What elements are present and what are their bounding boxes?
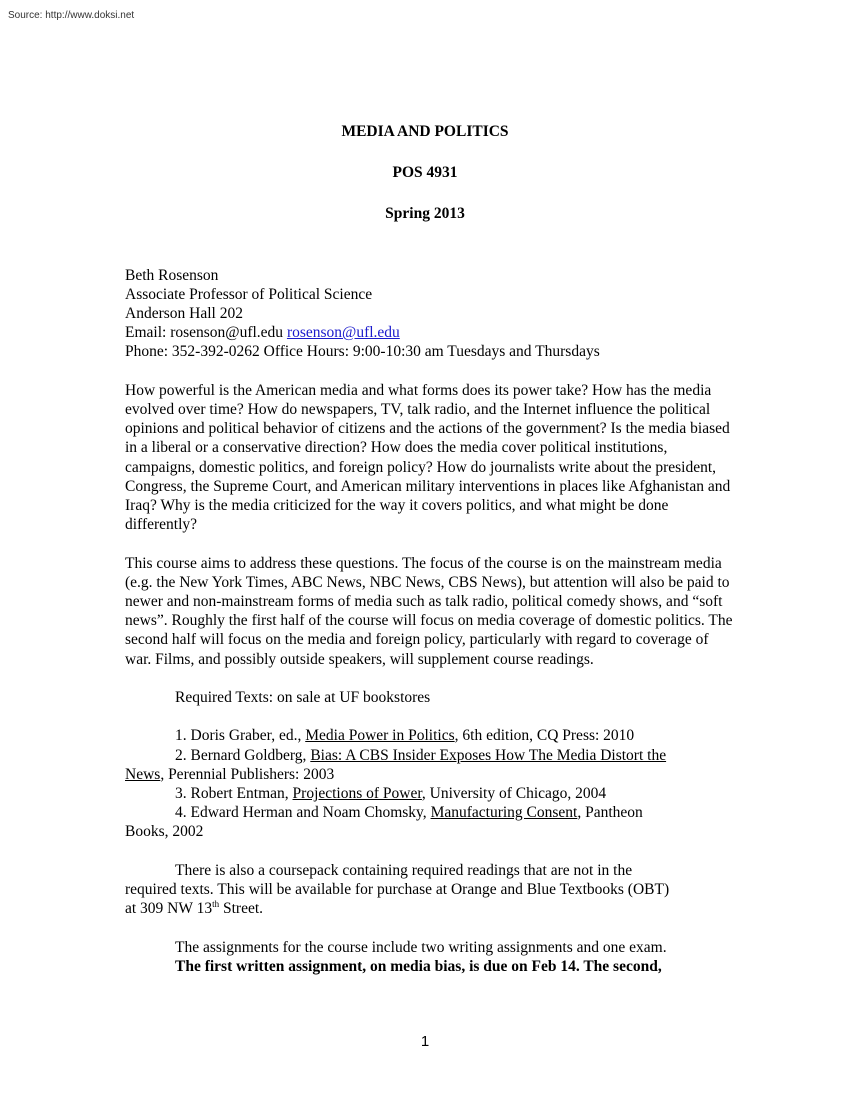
course-paragraph: This course aims to address these questions. The focus of the course is on the mainstream media (e.g. the New York Times, ABC News, NBC News, CBS News), but attention will also be paid to newer and non-mainstream forms of media such as talk radio, political comedy shows, and “soft news”. Roughly the first half of the course will focus on media coverage of domestic politics. The second half will focus on the media and foreign policy, particularly with regard to coverage of war. Films, and possibly outside speakers, will supplement course readings. [125,554,733,668]
book-title: News [125,765,161,783]
document-page [125,122,735,976]
course-title: MEDIA AND POLITICS [341,123,509,140]
assignments-paragraph: The assignments for the course include two writing assignments and one exam. The first written assignment, on media bias, is due on Feb 14. The second, [175,938,667,975]
book-title: Media Power in Politics [305,727,455,745]
instructor-phone-hours: Phone: 352-392-0262 Office Hours: 9:00-10:30 am Tuesdays and Thursdays [125,343,600,361]
book-item: 1. Doris Graber, ed., Media Power in Politics, 6th edition, CQ Press: 2010 [175,727,635,745]
book-title: Projections of Power [292,784,422,802]
coursepack-paragraph: There is also a coursepack containing required readings that are not in the required texts. This will be available for purchase at Orange and Blue Textbooks (OBT) at 309 NW 13th Street. [125,861,670,918]
title-block [125,122,725,224]
book-item: 3. Robert Entman, Projections of Power, University of Chicago, 2004 [175,784,607,802]
book-title: Bias: A CBS Insider Exposes How The Media Distort the [310,746,667,764]
book-list [125,726,735,841]
book-title: Manufacturing Consent [430,804,578,822]
instructor-position: Associate Professor of Political Science [125,285,373,303]
book-item: 4. Edward Herman and Noam Chomsky, Manufacturing Consent, Pantheon [175,804,643,822]
book-item-continuation: News, Perennial Publishers: 2003 [125,765,335,783]
page-number: 1 [420,1033,430,1050]
instructor-name: Beth Rosenson [125,266,219,284]
email-label: Email: rosenson@ufl.edu [125,324,284,342]
email-link[interactable]: rosenson@ufl.edu [286,324,400,342]
source-label: Source: http://www.doksi.net [8,10,135,21]
intro-paragraph: How powerful is the American media and what forms does its power take? How has the media evolved over time? How do newspapers, TV, talk radio, and the Internet influence the political opinions and political behavior of citizens and the actions of the government? Is the media biased in a liberal or a conservative direction? How does the media cover political institutions, campaigns, domestic politics, and foreign policy? How do journalists write about the president, Congress, the Supreme Court, and American military interventions in places like Afghanistan and Iraq? Why is the media criticized for the way it covers politics, and what might be done differently? [125,381,731,534]
instructor-office: Anderson Hall 202 [125,304,243,322]
course-term: Spring 2013 [385,205,465,223]
book-item-continuation: Books, 2002 [125,823,204,841]
instructor-email-line [125,323,735,342]
book-item: 2. Bernard Goldberg, Bias: A CBS Insider Exposes How The Media Distort the [175,746,667,764]
required-texts-heading: Required Texts: on sale at UF bookstores [175,688,431,706]
contact-block [125,266,735,362]
course-number: POS 4931 [392,164,458,182]
